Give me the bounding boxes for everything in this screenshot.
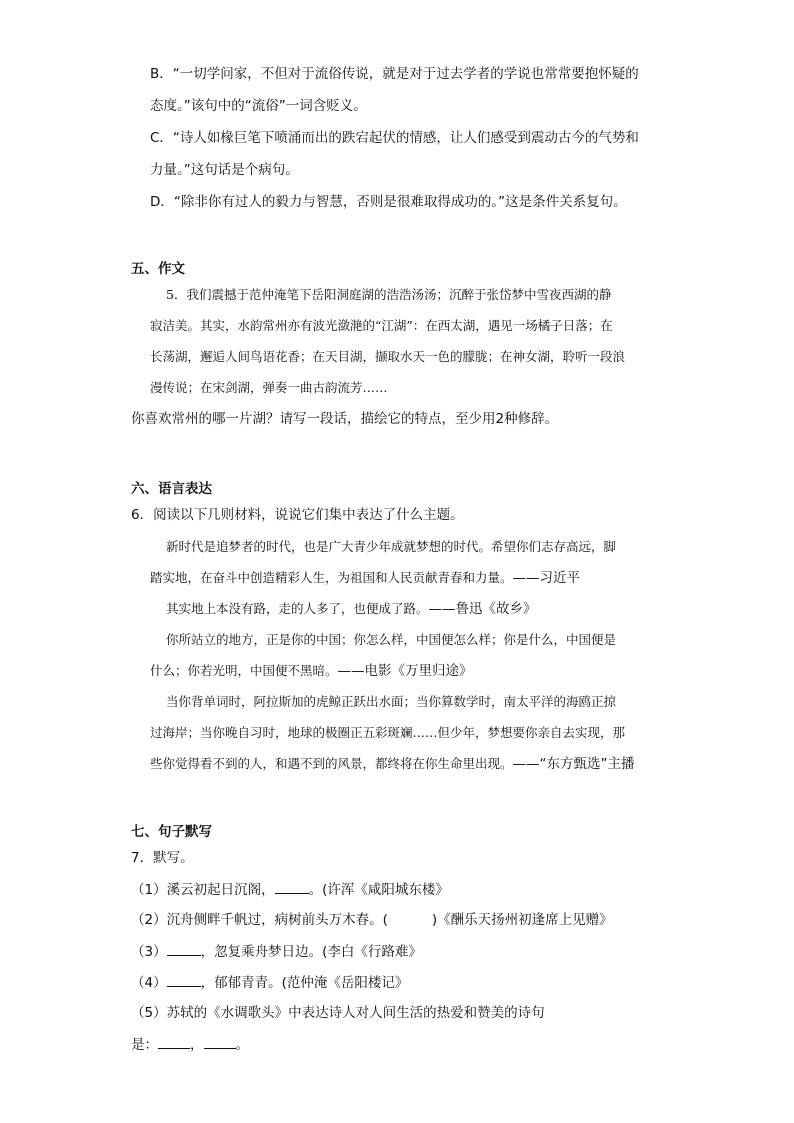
essay-prompt-line3: 长荡湖，邂逅人间鸟语花香；在天目湖，撷取水天一色的朦胧；在神女湖，聆听一段浪 [150, 349, 626, 364]
option-c-line1: C．“诗人如椽巨笔下喷涌而出的跌宕起伏的情感，让人们感受到震动古今的气势和 [150, 130, 639, 146]
material-3-text: 什么；你若光明，中国便不黑暗。 [150, 663, 338, 678]
item-5-prefix: 是： [131, 1037, 158, 1053]
item-5-separator: ， [190, 1037, 204, 1053]
option-b-line2: 态度。”该句中的“流俗”一词含贬义。 [150, 98, 367, 114]
option-c-line2: 力量。”这句话是个病句。 [150, 162, 299, 178]
section-5-heading: 五、作文 [131, 261, 185, 277]
section-7-heading: 七、句子默写 [131, 824, 212, 840]
item-5-blank-2[interactable] [204, 1034, 236, 1049]
material-1-line1: 新时代是追梦者的时代，也是广大青少年成就梦想的时代。希望你们志存高远，脚 [166, 539, 617, 554]
material-1-text: 踏实地，在奋斗中创造精彩人生，为祖国和人民贡献青春和力量。 [150, 570, 513, 585]
item-5-blank-1[interactable] [158, 1034, 190, 1049]
material-3-line1: 你所站立的地方，正是你的中国；你怎么样，中国便怎么样；你是什么，中国便是 [166, 632, 617, 647]
item-2-before: （2）沉舟侧畔千帆过，病树前头万木春。( [131, 912, 388, 928]
item-1-after: 。(许浑《咸阳城东楼》 [308, 882, 449, 898]
material-2-text: 其实地上本没有路，走的人多了，也便成了路。 [166, 601, 429, 616]
material-4-text: 些你觉得看不到的人，和遇不到的风景，都终将在你生命里出现。 [150, 756, 513, 771]
material-3-line2 [150, 661, 473, 681]
question-7: 7．默写。 [131, 850, 194, 866]
recitation-item-2 [131, 910, 613, 930]
recitation-item-3 [131, 941, 422, 962]
question-6: 6．阅读以下几则材料，说说它们集中表达了什么主题。 [131, 507, 464, 523]
section-6-heading: 六、语言表达 [131, 481, 212, 497]
option-b-line1: B．“一切学问家，不但对于流俗传说，就是对于过去学者的学说也常常要抱怀疑的 [150, 66, 639, 82]
material-4-source: ——“东方甄选”主播 [512, 756, 635, 772]
item-4-before: （4） [131, 975, 167, 991]
material-1-line2 [150, 568, 580, 588]
essay-task: 你喜欢常州的哪一片湖？请写一段话，描绘它的特点，至少用2种修辞。 [131, 411, 559, 427]
essay-prompt-line1: 5．我们震撼于范仲淹笔下岳阳洞庭湖的浩浩汤汤；沉醉于张岱梦中雪夜西湖的静 [166, 287, 612, 302]
material-4-line3 [150, 754, 635, 774]
item-1-before: （1）溪云初起日沉阁， [131, 882, 275, 898]
material-1-source: ——习近平 [512, 570, 581, 586]
item-4-after: ，郁郁青青。(范仲淹《岳阳楼记》 [200, 975, 409, 991]
item-3-before: （3） [131, 944, 167, 960]
essay-prompt-line2: 寂洁美。其实，水韵常州亦有波光潋滟的“江湖”：在西太湖，遇见一场橘子日落；在 [150, 318, 613, 333]
item-3-after: ，忽复乘舟梦日边。(李白《行路难》 [200, 944, 422, 960]
item-5-suffix: 。 [235, 1037, 249, 1053]
item-2-after: )《酬乐天扬州初逢席上见赠》 [431, 912, 613, 928]
material-3-source: ——电影《万里归途》 [337, 663, 473, 679]
recitation-item-1 [131, 879, 449, 900]
item-1-blank[interactable] [275, 879, 309, 894]
item-4-blank[interactable] [167, 972, 201, 987]
material-2-source: ——鲁迅《故乡》 [428, 601, 537, 617]
recitation-item-5-line1: （5）苏轼的《水调歌头》中表达诗人对人间生活的热爱和赞美的诗句 [131, 1005, 545, 1021]
option-d-line1: D．“除非你有过人的毅力与智慧，否则是很难取得成功的。”这是条件关系复句。 [150, 194, 627, 210]
material-2 [166, 599, 537, 619]
recitation-item-5-line2 [131, 1034, 249, 1055]
material-4-line1: 当你背单词时，阿拉斯加的虎鲸正跃出水面；当你算数学时，南太平洋的海鸥正掠 [166, 694, 617, 709]
item-3-blank[interactable] [167, 941, 201, 956]
material-4-line2: 过海岸；当你晚自习时，地球的极圈正五彩斑斓……但少年，梦想要你亲自去实现，那 [150, 725, 626, 740]
recitation-item-4 [131, 972, 408, 993]
essay-prompt-line4: 漫传说；在宋剑湖，弹奏一曲古韵流芳…… [150, 380, 388, 395]
